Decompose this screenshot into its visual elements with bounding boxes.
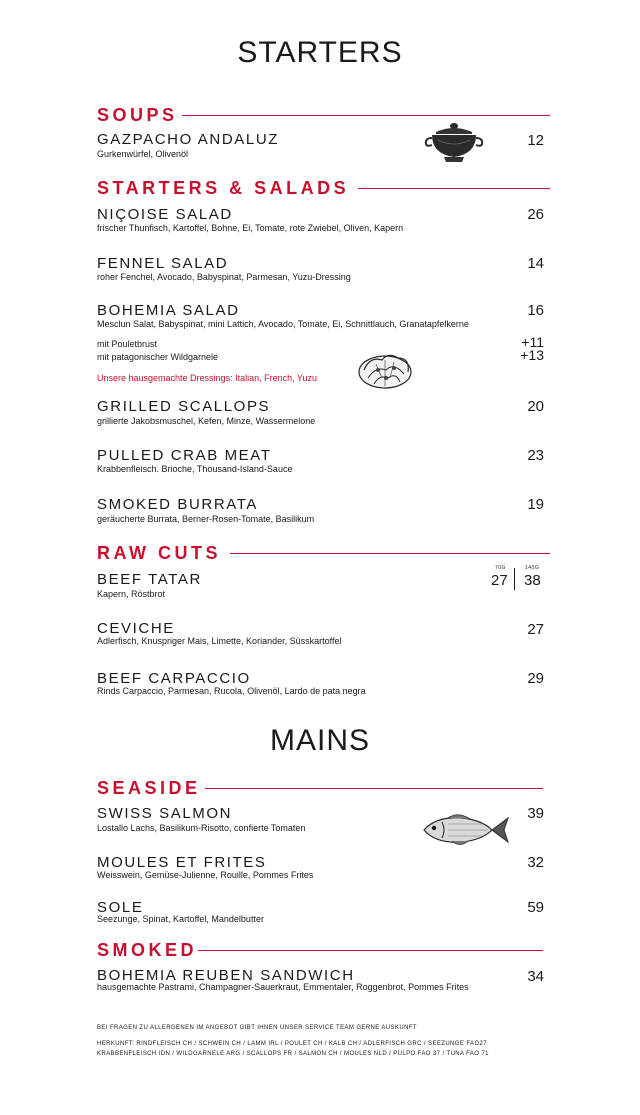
- item-name-salmon: SWISS SALMON: [97, 805, 233, 822]
- size-label-small: 70G: [495, 565, 506, 571]
- mains-title: MAINS: [269, 724, 370, 757]
- item-price-salmon: 39: [527, 805, 544, 822]
- item-price-scallops: 20: [527, 398, 544, 415]
- item-price-fennel: 14: [527, 255, 544, 272]
- allergen-note: BEI FRAGEN ZU ALLERGENEN IM ANGEBOT GIBT IHNEN UNSER SERVICE TEAM GERNE AUSKUNFT: [97, 1025, 417, 1031]
- item-price-nicoise: 26: [527, 206, 544, 223]
- item-price-tatar-large: 38: [524, 572, 541, 589]
- item-name-carpaccio: BEEF CARPACCIO: [97, 670, 251, 687]
- item-name-fennel: FENNEL SALAD: [97, 255, 229, 272]
- section-rule: [205, 788, 543, 789]
- lettuce-icon: [354, 348, 416, 392]
- item-desc-nicoise: frischer Thunfisch, Kartoffel, Bohne, Ei, Tomate, rote Zwiebel, Oliven, Kapern: [97, 223, 404, 233]
- item-price-crab: 23: [527, 447, 544, 464]
- addon-chicken-price: +11: [521, 334, 544, 350]
- price-divider: [514, 568, 515, 590]
- item-name-moules: MOULES ET FRITES: [97, 854, 267, 871]
- item-name-scallops: GRILLED SCALLOPS: [97, 398, 271, 415]
- item-name-reuben: BOHEMIA REUBEN SANDWICH: [97, 967, 355, 984]
- item-desc-gazpacho: Gurkenwürfel, Olivenöl: [97, 149, 189, 159]
- item-name-ceviche: CEVICHE: [97, 620, 175, 637]
- item-price-burrata: 19: [527, 496, 544, 513]
- item-price-moules: 32: [527, 854, 544, 871]
- section-seaside: SEASIDE: [97, 778, 201, 798]
- starters-title: STARTERS: [237, 36, 403, 69]
- item-name-crab: PULLED CRAB MEAT: [97, 447, 272, 464]
- item-name-bohemia-salad: BOHEMIA SALAD: [97, 302, 240, 319]
- dressings-note: Unsere hausgemachte Dressings: Italian, French, Yuzu: [97, 373, 317, 383]
- item-price-carpaccio: 29: [527, 670, 544, 687]
- section-soups: SOUPS: [97, 105, 178, 125]
- item-name-gazpacho: GAZPACHO ANDALUZ: [97, 131, 280, 148]
- item-desc-scallops: grillierte Jakobsmuschel, Kefen, Minze, Wassermelone: [97, 416, 316, 426]
- item-price-bohemia-salad: 16: [527, 302, 544, 319]
- section-rule: [230, 553, 550, 554]
- item-desc-sole: Seezunge, Spinat, Kartoffel, Mandelbutter: [97, 914, 264, 924]
- size-label-large: 140G: [525, 565, 540, 571]
- item-desc-reuben: hausgemachte Pastrami, Champagner-Sauerkraut, Emmentaler, Roggenbrot, Pommes Frites: [97, 982, 469, 992]
- section-rule: [198, 950, 543, 951]
- item-price-reuben: 34: [527, 968, 544, 985]
- item-price-ceviche: 27: [527, 621, 544, 638]
- item-desc-burrata: geräucherte Burrata, Berner-Rosen-Tomate, Basilikum: [97, 514, 315, 524]
- item-name-burrata: SMOKED BURRATA: [97, 496, 259, 513]
- item-desc-bohemia-salad: Mesclun Salat, Babyspinat, mini Lattich, Avocado, Tomate, Ei, Schnittlauch, Granatapfelkerne: [97, 319, 469, 329]
- item-desc-tatar: Kapern, Röstbrot: [97, 589, 166, 599]
- item-name-sole: SOLE: [97, 899, 144, 916]
- item-name-nicoise: NIÇOISE SALAD: [97, 206, 233, 223]
- item-desc-crab: Krabbenfleisch. Brioche, Thousand-Island-Sauce: [97, 464, 293, 474]
- item-desc-ceviche: Adlerfisch, Knuspriger Mais, Limette, Koriander, Süsskartoffel: [97, 636, 342, 646]
- item-desc-carpaccio: Rinds Carpaccio, Parmesan, Rucola, Olivenöl, Lardo de pata negra: [97, 686, 366, 696]
- addon-prawn-price: +13: [520, 347, 544, 363]
- origin-line-2: KRABBENFLEISCH IDN / WILDGARNELE ARG / SCALLOPS FR / SALMON CH / MOULES NLD / PULPO FAO 37 / TUNA FAO 71: [97, 1051, 489, 1057]
- addon-chicken: mit Pouletbrust: [97, 339, 158, 349]
- item-name-tatar: BEEF TATAR: [97, 571, 202, 588]
- soup-tureen-icon: [422, 120, 486, 164]
- item-desc-salmon: Lostallo Lachs, Basilikum-Risotto, confierte Tomaten: [97, 823, 306, 833]
- item-price-tatar-small: 27: [491, 572, 508, 589]
- addon-prawn: mit patagonischer Wildgarnele: [97, 352, 219, 362]
- section-rule: [182, 115, 550, 116]
- section-rule: [358, 188, 550, 189]
- section-raw-cuts: RAW CUTS: [97, 543, 221, 563]
- fish-icon: [418, 810, 510, 850]
- origin-line-1: HERKUNFT: RINDFLEISCH CH / SCHWEIN CH / LAMM IRL / POULET CH / KALB CH / ADLERFISCH GRC / SEEZUNGE FAO27: [97, 1041, 487, 1047]
- item-desc-moules: Weisswein, Gemüse-Julienne, Rouille, Pommes Frites: [97, 870, 314, 880]
- item-price-sole: 59: [527, 899, 544, 916]
- section-smoked: SMOKED: [97, 940, 198, 960]
- item-desc-fennel: roher Fenchel, Avocado, Babyspinat, Parmesan, Yuzu-Dressing: [97, 272, 351, 282]
- section-starters-salads: STARTERS & SALADS: [97, 178, 350, 198]
- item-price-gazpacho: 12: [527, 132, 544, 149]
